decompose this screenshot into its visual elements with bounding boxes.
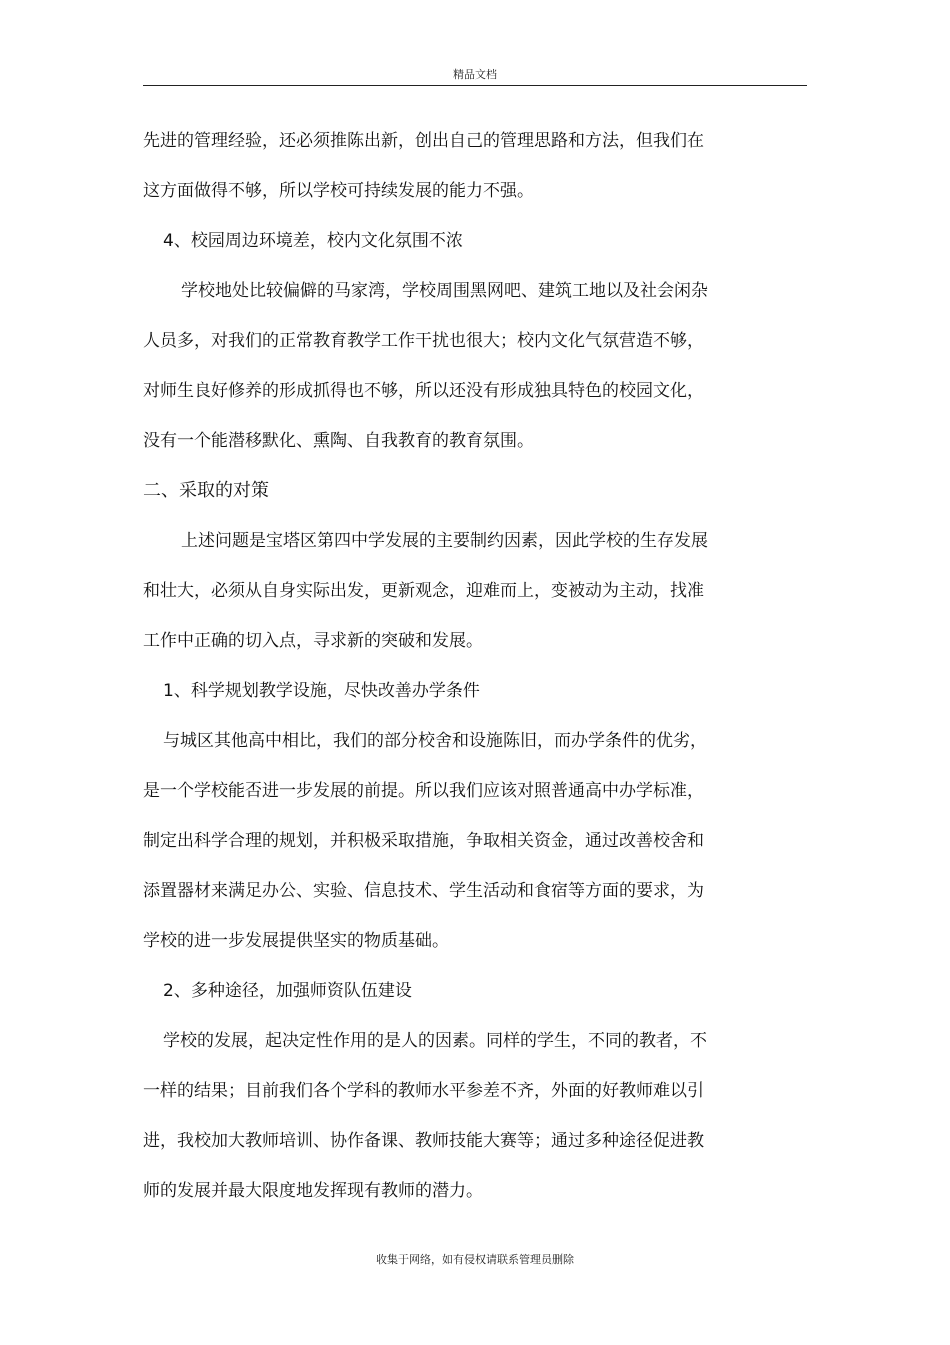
paragraph-line: 制定出科学合理的规划，并积极采取措施，争取相关资金，通过改善校舍和 [143, 831, 704, 851]
paragraph-line: 一样的结果；目前我们各个学科的教师水平参差不齐，外面的好教师难以引 [143, 1081, 704, 1101]
paragraph-line: 工作中正确的切入点，寻求新的突破和发展。 [143, 631, 483, 651]
subsection-heading: 4、校园周边环境差，校内文化氛围不浓 [163, 231, 463, 251]
paragraph-line: 学校的进一步发展提供坚实的物质基础。 [143, 931, 449, 951]
paragraph-line: 进，我校加大教师培训、协作备课、教师技能大赛等；通过多种途径促进教 [143, 1131, 704, 1151]
paragraph-line: 添置器材来满足办公、实验、信息技术、学生活动和食宿等方面的要求，为 [143, 881, 704, 901]
subsection-heading: 2、多种途径，加强师资队伍建设 [163, 981, 412, 1001]
document-body [143, 118, 743, 1218]
paragraph-line: 和壮大，必须从自身实际出发，更新观念，迎难而上，变被动为主动，找准 [143, 581, 704, 601]
page-header: 精品文档 [453, 68, 497, 81]
paragraph-line: 人员多，对我们的正常教育教学工作干扰也很大；校内文化气氛营造不够， [143, 331, 704, 351]
paragraph-line: 与城区其他高中相比，我们的部分校舍和设施陈旧，而办学条件的优劣， [163, 731, 707, 751]
paragraph-line: 没有一个能潜移默化、熏陶、自我教育的教育氛围。 [143, 431, 534, 451]
paragraph-line: 师的发展并最大限度地发挥现有教师的潜力。 [143, 1181, 483, 1201]
paragraph-line: 对师生良好修养的形成抓得也不够，所以还没有形成独具特色的校园文化， [143, 381, 704, 401]
paragraph-line: 学校地处比较偏僻的马家湾，学校周围黑网吧、建筑工地以及社会闲杂 [181, 281, 708, 301]
paragraph-line: 是一个学校能否进一步发展的前提。所以我们应该对照普通高中办学标准， [143, 781, 704, 801]
paragraph-line: 先进的管理经验，还必须推陈出新，创出自己的管理思路和方法，但我们在 [143, 131, 704, 151]
page-footer: 收集于网络，如有侵权请联系管理员删除 [376, 1253, 574, 1266]
paragraph-line: 这方面做得不够，所以学校可持续发展的能力不强。 [143, 181, 534, 201]
section-heading: 二、采取的对策 [143, 480, 269, 501]
header-divider [143, 85, 807, 86]
subsection-heading: 1、科学规划教学设施，尽快改善办学条件 [163, 681, 480, 701]
paragraph-line: 学校的发展，起决定性作用的是人的因素。同样的学生，不同的教者，不 [163, 1031, 707, 1051]
paragraph-line: 上述问题是宝塔区第四中学发展的主要制约因素，因此学校的生存发展 [181, 531, 708, 551]
